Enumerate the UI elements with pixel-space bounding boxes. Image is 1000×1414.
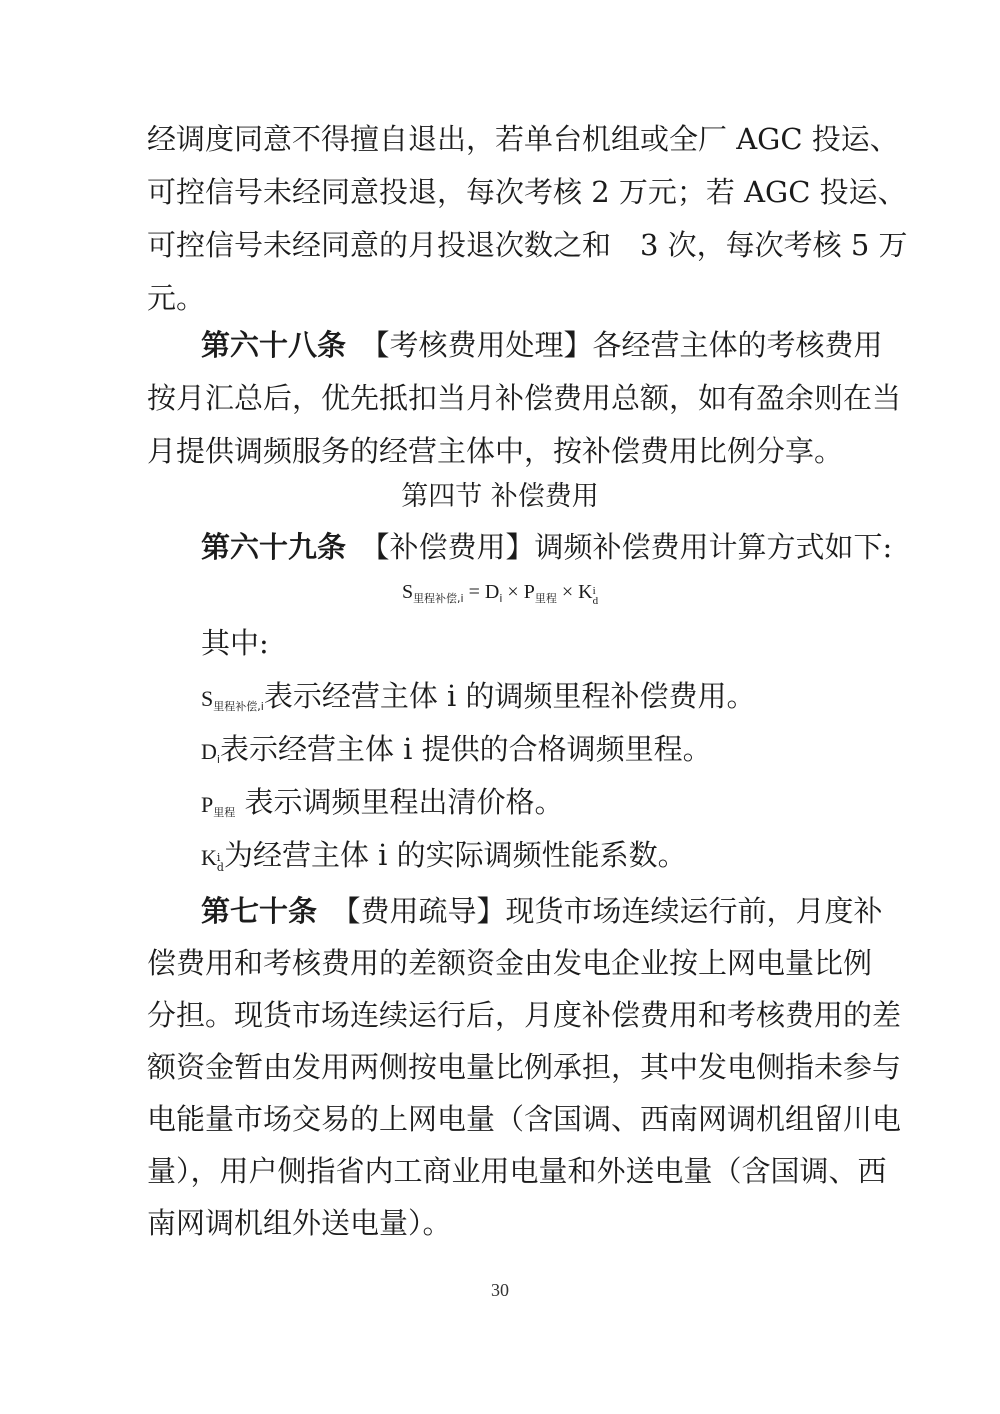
paragraph-line: 可控信号未经同意的月投退次数之和 3 次，每次考核 5 万	[147, 228, 908, 262]
formula-symbol: D	[484, 581, 500, 603]
formula-symbol: P	[523, 581, 535, 603]
definition-subscript: 里程	[213, 806, 236, 819]
paragraph-line: 额资金暂由发用两侧按电量比例承担，其中发电侧指未参与	[147, 1050, 902, 1084]
paragraph-line: 各经营主体的考核费用	[592, 328, 883, 362]
section-heading: 第四节 补偿费用	[401, 481, 599, 512]
paragraph-line: 调频补偿费用计算方式如下:	[534, 530, 893, 564]
definition-symbol: D	[201, 739, 217, 764]
compensation-formula	[0, 577, 1000, 614]
paragraph-line: 按月汇总后，优先抵扣当月补偿费用总额，如有盈余则在当	[147, 381, 902, 415]
formula-superscript: i	[592, 585, 596, 597]
definition-subscript: d	[216, 861, 224, 874]
article-69-first-line	[201, 528, 893, 566]
formula-subscript: d	[592, 595, 599, 607]
definition-line	[201, 836, 687, 877]
article-68-first-line	[201, 326, 883, 364]
formula-subscript: 里程	[534, 592, 557, 605]
formula-operator: ×	[556, 581, 579, 603]
definition-text: 表示经营主体 i 提供的合格调频里程。	[219, 732, 712, 766]
article-70-title: 【费用疏导】	[346, 894, 506, 928]
article-68-title: 【考核费用处理】	[375, 328, 593, 362]
where-label: 其中:	[201, 626, 269, 660]
article-70-first-line	[201, 892, 883, 930]
definition-subscript: i	[216, 753, 220, 766]
article-68-label: 第六十八条	[201, 328, 347, 362]
paragraph-line: 经调度同意不得擅自退出，若单台机组或全厂 AGC 投运、	[147, 122, 899, 156]
definition-subscript: 里程补偿,i	[213, 700, 264, 713]
formula-operator: ×	[502, 581, 524, 603]
definition-symbol: K	[201, 845, 217, 870]
paragraph-line: 电能量市场交易的上网电量（含国调、西南网调机组留川电	[147, 1102, 902, 1136]
paragraph-line: 元。	[147, 281, 206, 315]
paragraph-line: 现货市场连续运行前，月度补	[505, 894, 883, 928]
formula-subscript: 里程补偿,i	[413, 592, 464, 605]
definition-superscript: i	[216, 851, 221, 864]
formula-operator: =	[463, 581, 485, 603]
paragraph-line: 分担。现货市场连续运行后，月度补偿费用和考核费用的差	[147, 998, 902, 1032]
paragraph-line: 可控信号未经同意投退，每次考核 2 万元；若 AGC 投运、	[147, 175, 907, 209]
paragraph-line: 南网调机组外送电量）。	[147, 1206, 452, 1240]
definition-text: 为经营主体 i 的实际调频性能系数。	[223, 838, 687, 872]
definition-text: 表示经营主体 i 的调频里程补偿费用。	[263, 679, 756, 713]
paragraph-line: 量），用户侧指省内工商业用电量和外送电量（含国调、西	[147, 1154, 887, 1188]
definition-line	[201, 730, 712, 779]
page-number: 30	[491, 1280, 509, 1300]
article-69-label: 第六十九条	[201, 530, 347, 564]
formula-subscript: i	[499, 592, 503, 605]
formula-symbol: S	[401, 581, 414, 603]
definition-index	[217, 853, 224, 873]
formula-symbol: K	[578, 581, 593, 603]
article-70-label: 第七十条	[201, 894, 318, 928]
definition-symbol: P	[201, 792, 214, 817]
definition-line	[201, 783, 563, 832]
article-69-title: 【补偿费用】	[375, 530, 535, 564]
paragraph-line: 偿费用和考核费用的差额资金由发电企业按上网电量比例	[147, 946, 873, 980]
definition-line	[201, 677, 756, 726]
definition-symbol: S	[201, 686, 214, 711]
paragraph-line: 月提供调频服务的经营主体中，按补偿费用比例分享。	[147, 434, 844, 468]
formula-index	[593, 586, 599, 606]
definition-text: 表示调频里程出清价格。	[235, 785, 564, 819]
